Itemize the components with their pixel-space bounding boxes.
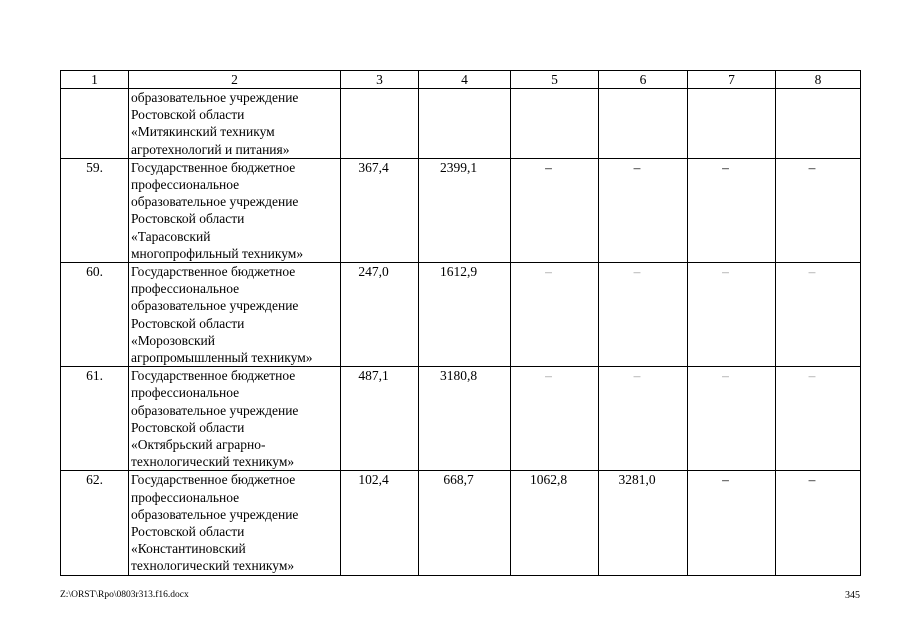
value-cell: 1062,8: [511, 471, 599, 575]
page-number: 345: [845, 590, 860, 601]
value-cell: –: [776, 158, 861, 262]
value-cell: 3180,8: [419, 367, 511, 471]
value-cell: –: [599, 158, 688, 262]
value-cell: 3281,0: [599, 471, 688, 575]
value-cell: 2399,1: [419, 158, 511, 262]
name-line: Государственное бюджетное: [131, 472, 296, 488]
name-line: профессиональное: [131, 177, 240, 193]
name-line: «Константиновский: [131, 541, 246, 557]
row-number-cell: [61, 89, 129, 159]
name-line: Ростовской области: [131, 524, 245, 540]
value-cell: –: [688, 263, 776, 367]
name-line: многопрофильный техникум»: [131, 245, 304, 261]
name-line: агропромышленный техникум»: [131, 350, 313, 366]
data-table: [60, 70, 861, 576]
value-cell: –: [688, 367, 776, 471]
value-cell: –: [599, 263, 688, 367]
name-line: Ростовской области: [131, 315, 245, 331]
value-cell: [599, 89, 688, 159]
value-cell: 247,0: [341, 263, 419, 367]
table-header-row: [61, 71, 861, 89]
footer-file-path: Z:\ORST\Rpo\0803r313.f16.docx: [60, 590, 189, 600]
table-row: [61, 367, 861, 471]
value-cell: 487,1: [341, 367, 419, 471]
value-cell: –: [511, 367, 599, 471]
name-line: образовательное учреждение: [131, 506, 299, 522]
institution-name-cell: [129, 367, 341, 471]
name-line: Ростовской области: [131, 419, 245, 435]
name-line: Государственное бюджетное: [131, 264, 296, 280]
value-cell: 367,4: [341, 158, 419, 262]
name-line: технологический техникум»: [131, 454, 295, 470]
value-cell: –: [511, 263, 599, 367]
institution-name-cell: [129, 471, 341, 575]
value-cell: –: [688, 471, 776, 575]
table-row: [61, 263, 861, 367]
column-header: 1: [61, 71, 129, 89]
value-cell: [341, 89, 419, 159]
name-line: Ростовской области: [131, 107, 245, 123]
value-cell: [511, 89, 599, 159]
column-header: 2: [129, 71, 341, 89]
value-cell: –: [776, 263, 861, 367]
name-line: «Морозовский: [131, 332, 215, 348]
name-line: Государственное бюджетное: [131, 159, 296, 175]
value-cell: 668,7: [419, 471, 511, 575]
value-cell: –: [776, 471, 861, 575]
name-line: технологический техникум»: [131, 558, 295, 574]
name-line: профессиональное: [131, 489, 240, 505]
institution-name-cell: [129, 158, 341, 262]
value-cell: –: [511, 158, 599, 262]
value-cell: 1612,9: [419, 263, 511, 367]
name-line: образовательное учреждение: [131, 194, 299, 210]
name-line: профессиональное: [131, 281, 240, 297]
value-cell: –: [776, 367, 861, 471]
value-cell: [776, 89, 861, 159]
column-header: 8: [776, 71, 861, 89]
value-cell: 102,4: [341, 471, 419, 575]
value-cell: [688, 89, 776, 159]
row-number-cell: 61.: [61, 367, 129, 471]
institution-name-cell: [129, 263, 341, 367]
row-number-cell: 60.: [61, 263, 129, 367]
column-header: 6: [599, 71, 688, 89]
row-number-cell: 62.: [61, 471, 129, 575]
name-line: агротехнологий и питания»: [131, 141, 290, 157]
name-line: «Митякинский техникум: [131, 124, 275, 140]
name-line: «Тарасовский: [131, 228, 211, 244]
name-line: Государственное бюджетное: [131, 368, 296, 384]
row-number-cell: 59.: [61, 158, 129, 262]
table-row: [61, 158, 861, 262]
value-cell: –: [688, 158, 776, 262]
value-cell: –: [599, 367, 688, 471]
name-line: образовательное учреждение: [131, 298, 299, 314]
institution-name-cell: [129, 89, 341, 159]
name-line: профессиональное: [131, 385, 240, 401]
name-line: образовательное учреждение: [131, 90, 299, 105]
table-row: [61, 471, 861, 575]
column-header: 7: [688, 71, 776, 89]
column-header: 3: [341, 71, 419, 89]
value-cell: [419, 89, 511, 159]
name-line: образовательное учреждение: [131, 402, 299, 418]
name-line: «Октябрьский аграрно-: [131, 437, 266, 453]
table-row-continuation: [61, 89, 861, 159]
column-header: 5: [511, 71, 599, 89]
column-header: 4: [419, 71, 511, 89]
name-line: Ростовской области: [131, 211, 245, 227]
